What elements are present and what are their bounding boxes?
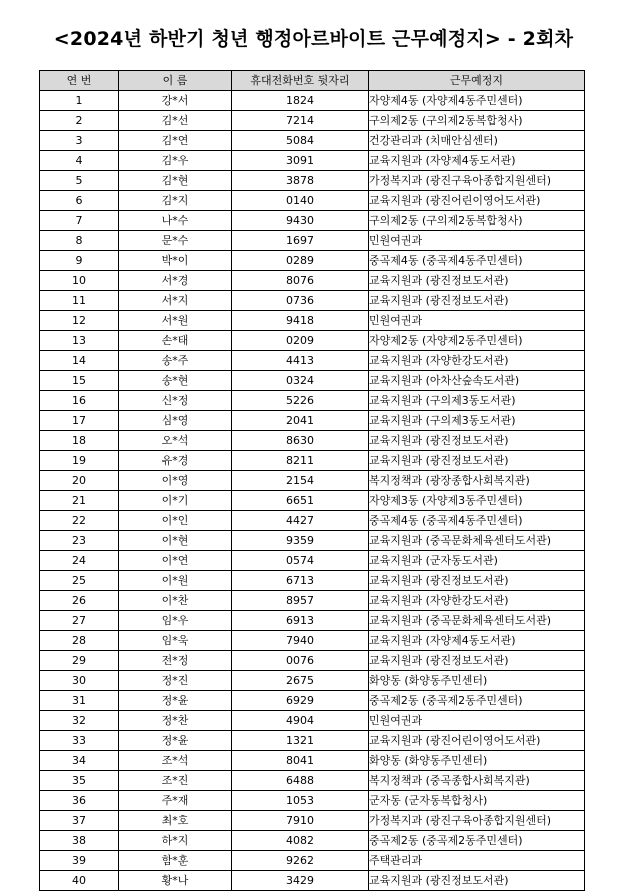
cell-serial-number: 11: [40, 291, 119, 311]
cell-phone-last-digits: 0289: [232, 251, 369, 271]
cell-serial-number: 35: [40, 771, 119, 791]
cell-name: 김*선: [119, 111, 232, 131]
cell-name: 정*찬: [119, 711, 232, 731]
cell-serial-number: 19: [40, 451, 119, 471]
cell-phone-last-digits: 6929: [232, 691, 369, 711]
cell-work-location: 구의제2동 (구의제2동복합청사): [369, 111, 585, 131]
header-phone-last-digits: 휴대전화번호 뒷자리: [232, 71, 369, 91]
cell-phone-last-digits: 8076: [232, 271, 369, 291]
table-row: [40, 691, 585, 711]
cell-name: 전*정: [119, 651, 232, 671]
cell-work-location: 교육지원과 (중곡문화체육센터도서관): [369, 531, 585, 551]
cell-serial-number: 13: [40, 331, 119, 351]
cell-work-location: 교육지원과 (광진정보도서관): [369, 291, 585, 311]
cell-name: 나*수: [119, 211, 232, 231]
cell-phone-last-digits: 4413: [232, 351, 369, 371]
table-row: [40, 531, 585, 551]
cell-phone-last-digits: 6488: [232, 771, 369, 791]
cell-serial-number: 17: [40, 411, 119, 431]
cell-phone-last-digits: 8211: [232, 451, 369, 471]
cell-phone-last-digits: 0324: [232, 371, 369, 391]
cell-phone-last-digits: 2675: [232, 671, 369, 691]
cell-work-location: 자양제2동 (자양제2동주민센터): [369, 331, 585, 351]
table-row: [40, 411, 585, 431]
cell-work-location: 교육지원과 (광진어린이영어도서관): [369, 191, 585, 211]
cell-work-location: 교육지원과 (광진정보도서관): [369, 651, 585, 671]
cell-serial-number: 39: [40, 851, 119, 871]
header-work-location: 근무예정지: [369, 71, 585, 91]
table-row: [40, 111, 585, 131]
cell-work-location: 중곡제2동 (중곡제2동주민센터): [369, 691, 585, 711]
cell-work-location: 가정복지과 (광진구육아종합지원센터): [369, 811, 585, 831]
cell-serial-number: 3: [40, 131, 119, 151]
cell-name: 이*원: [119, 571, 232, 591]
cell-name: 김*연: [119, 131, 232, 151]
cell-work-location: 교육지원과 (구의제3동도서관): [369, 411, 585, 431]
cell-serial-number: 31: [40, 691, 119, 711]
cell-phone-last-digits: 7214: [232, 111, 369, 131]
table-row: [40, 611, 585, 631]
cell-phone-last-digits: 6913: [232, 611, 369, 631]
cell-name: 김*현: [119, 171, 232, 191]
cell-serial-number: 23: [40, 531, 119, 551]
cell-serial-number: 37: [40, 811, 119, 831]
cell-serial-number: 6: [40, 191, 119, 211]
cell-work-location: 가정복지과 (광진구육아종합지원센터): [369, 171, 585, 191]
table-row: [40, 431, 585, 451]
table-row: [40, 771, 585, 791]
table-row: [40, 231, 585, 251]
cell-work-location: 자양제4동 (자양제4동주민센터): [369, 91, 585, 111]
cell-phone-last-digits: 5084: [232, 131, 369, 151]
cell-work-location: 복지정책과 (중곡종합사회복지관): [369, 771, 585, 791]
cell-name: 이*찬: [119, 591, 232, 611]
cell-phone-last-digits: 2041: [232, 411, 369, 431]
cell-name: 하*지: [119, 831, 232, 851]
cell-name: 심*영: [119, 411, 232, 431]
cell-phone-last-digits: 9430: [232, 211, 369, 231]
cell-name: 손*태: [119, 331, 232, 351]
table-row: [40, 591, 585, 611]
cell-name: 이*기: [119, 491, 232, 511]
cell-phone-last-digits: 3091: [232, 151, 369, 171]
cell-phone-last-digits: 9418: [232, 311, 369, 331]
cell-serial-number: 38: [40, 831, 119, 851]
table-row: [40, 371, 585, 391]
cell-serial-number: 34: [40, 751, 119, 771]
cell-name: 오*석: [119, 431, 232, 451]
table-row: [40, 711, 585, 731]
table-body: [40, 91, 585, 891]
cell-name: 이*현: [119, 531, 232, 551]
cell-serial-number: 5: [40, 171, 119, 191]
table-row: [40, 851, 585, 871]
cell-serial-number: 7: [40, 211, 119, 231]
cell-name: 서*경: [119, 271, 232, 291]
cell-work-location: 교육지원과 (광진정보도서관): [369, 271, 585, 291]
table-row: [40, 511, 585, 531]
cell-work-location: 교육지원과 (자양한강도서관): [369, 591, 585, 611]
table-row: [40, 271, 585, 291]
table-header: [40, 71, 585, 91]
cell-name: 이*인: [119, 511, 232, 531]
table-row: [40, 671, 585, 691]
table-row: [40, 571, 585, 591]
cell-serial-number: 40: [40, 871, 119, 891]
cell-serial-number: 29: [40, 651, 119, 671]
table-row: [40, 391, 585, 411]
cell-serial-number: 15: [40, 371, 119, 391]
cell-phone-last-digits: 0140: [232, 191, 369, 211]
table-row: [40, 251, 585, 271]
cell-serial-number: 30: [40, 671, 119, 691]
cell-name: 서*원: [119, 311, 232, 331]
table-row: [40, 731, 585, 751]
cell-phone-last-digits: 3429: [232, 871, 369, 891]
cell-phone-last-digits: 0209: [232, 331, 369, 351]
cell-serial-number: 27: [40, 611, 119, 631]
table-row: [40, 191, 585, 211]
cell-work-location: 교육지원과 (중곡문화체육센터도서관): [369, 611, 585, 631]
cell-name: 조*진: [119, 771, 232, 791]
cell-work-location: 민원여권과: [369, 711, 585, 731]
cell-serial-number: 12: [40, 311, 119, 331]
cell-serial-number: 21: [40, 491, 119, 511]
cell-serial-number: 2: [40, 111, 119, 131]
work-assignment-table: [39, 70, 585, 891]
table-row: [40, 171, 585, 191]
cell-phone-last-digits: 1321: [232, 731, 369, 751]
table-row: [40, 331, 585, 351]
cell-phone-last-digits: 8630: [232, 431, 369, 451]
table-row: [40, 451, 585, 471]
cell-serial-number: 18: [40, 431, 119, 451]
cell-work-location: 교육지원과 (아차산숲속도서관): [369, 371, 585, 391]
cell-phone-last-digits: 6651: [232, 491, 369, 511]
header-name: 이 름: [119, 71, 232, 91]
cell-phone-last-digits: 5226: [232, 391, 369, 411]
header-row: [40, 71, 585, 91]
table-row: [40, 651, 585, 671]
cell-work-location: 중곡제4동 (중곡제4동주민센터): [369, 251, 585, 271]
cell-phone-last-digits: 9359: [232, 531, 369, 551]
cell-phone-last-digits: 8957: [232, 591, 369, 611]
table-row: [40, 791, 585, 811]
cell-work-location: 교육지원과 (군자동도서관): [369, 551, 585, 571]
cell-phone-last-digits: 1053: [232, 791, 369, 811]
cell-name: 주*재: [119, 791, 232, 811]
cell-phone-last-digits: 4082: [232, 831, 369, 851]
cell-work-location: 교육지원과 (구의제3동도서관): [369, 391, 585, 411]
cell-phone-last-digits: 1697: [232, 231, 369, 251]
cell-serial-number: 25: [40, 571, 119, 591]
cell-work-location: 건강관리과 (치매안심센터): [369, 131, 585, 151]
cell-serial-number: 16: [40, 391, 119, 411]
cell-name: 송*주: [119, 351, 232, 371]
cell-name: 유*경: [119, 451, 232, 471]
table-row: [40, 871, 585, 891]
table-row: [40, 811, 585, 831]
cell-phone-last-digits: 4904: [232, 711, 369, 731]
cell-name: 최*호: [119, 811, 232, 831]
cell-name: 김*지: [119, 191, 232, 211]
cell-name: 서*지: [119, 291, 232, 311]
cell-phone-last-digits: 8041: [232, 751, 369, 771]
cell-name: 임*욱: [119, 631, 232, 651]
cell-name: 황*나: [119, 871, 232, 891]
cell-serial-number: 26: [40, 591, 119, 611]
table-row: [40, 551, 585, 571]
cell-phone-last-digits: 6713: [232, 571, 369, 591]
cell-serial-number: 32: [40, 711, 119, 731]
cell-work-location: 교육지원과 (자양제4동도서관): [369, 631, 585, 651]
cell-work-location: 교육지원과 (광진정보도서관): [369, 451, 585, 471]
table-row: [40, 291, 585, 311]
cell-name: 신*정: [119, 391, 232, 411]
cell-work-location: 복지정책과 (광장종합사회복지관): [369, 471, 585, 491]
cell-phone-last-digits: 0574: [232, 551, 369, 571]
cell-serial-number: 14: [40, 351, 119, 371]
table-row: [40, 91, 585, 111]
cell-work-location: 교육지원과 (광진정보도서관): [369, 871, 585, 891]
cell-serial-number: 20: [40, 471, 119, 491]
table-row: [40, 211, 585, 231]
cell-name: 문*수: [119, 231, 232, 251]
cell-work-location: 중곡제2동 (중곡제2동주민센터): [369, 831, 585, 851]
cell-work-location: 교육지원과 (광진정보도서관): [369, 431, 585, 451]
cell-phone-last-digits: 0736: [232, 291, 369, 311]
cell-serial-number: 10: [40, 271, 119, 291]
cell-work-location: 주택관리과: [369, 851, 585, 871]
cell-serial-number: 9: [40, 251, 119, 271]
cell-work-location: 교육지원과 (광진어린이영어도서관): [369, 731, 585, 751]
cell-work-location: 군자동 (군자동복합청사): [369, 791, 585, 811]
cell-work-location: 화양동 (화양동주민센터): [369, 671, 585, 691]
cell-phone-last-digits: 9262: [232, 851, 369, 871]
table-row: [40, 631, 585, 651]
cell-name: 이*영: [119, 471, 232, 491]
cell-phone-last-digits: 2154: [232, 471, 369, 491]
cell-serial-number: 33: [40, 731, 119, 751]
cell-serial-number: 36: [40, 791, 119, 811]
page-title: <2024년 하반기 청년 행정아르바이트 근무예정지> - 2회차: [53, 28, 574, 50]
header-serial-number: 연 번: [40, 71, 119, 91]
cell-phone-last-digits: 1824: [232, 91, 369, 111]
cell-name: 조*석: [119, 751, 232, 771]
table-row: [40, 831, 585, 851]
cell-serial-number: 8: [40, 231, 119, 251]
cell-name: 김*우: [119, 151, 232, 171]
cell-work-location: 자양제3동 (자양제3동주민센터): [369, 491, 585, 511]
cell-name: 임*우: [119, 611, 232, 631]
table-row: [40, 351, 585, 371]
cell-name: 이*연: [119, 551, 232, 571]
cell-name: 송*현: [119, 371, 232, 391]
cell-work-location: 교육지원과 (자양한강도서관): [369, 351, 585, 371]
table-row: [40, 751, 585, 771]
cell-work-location: 민원여권과: [369, 311, 585, 331]
table-row: [40, 311, 585, 331]
table-row: [40, 471, 585, 491]
cell-phone-last-digits: 4427: [232, 511, 369, 531]
cell-serial-number: 4: [40, 151, 119, 171]
cell-name: 정*윤: [119, 691, 232, 711]
cell-name: 함*훈: [119, 851, 232, 871]
cell-name: 강*서: [119, 91, 232, 111]
cell-serial-number: 24: [40, 551, 119, 571]
cell-phone-last-digits: 7940: [232, 631, 369, 651]
cell-work-location: 민원여권과: [369, 231, 585, 251]
cell-serial-number: 28: [40, 631, 119, 651]
cell-work-location: 중곡제4동 (중곡제4동주민센터): [369, 511, 585, 531]
cell-name: 정*윤: [119, 731, 232, 751]
cell-work-location: 구의제2동 (구의제2동복합청사): [369, 211, 585, 231]
table-row: [40, 491, 585, 511]
cell-phone-last-digits: 3878: [232, 171, 369, 191]
cell-phone-last-digits: 7910: [232, 811, 369, 831]
cell-work-location: 화양동 (화양동주민센터): [369, 751, 585, 771]
cell-work-location: 교육지원과 (광진정보도서관): [369, 571, 585, 591]
cell-serial-number: 22: [40, 511, 119, 531]
cell-phone-last-digits: 0076: [232, 651, 369, 671]
cell-serial-number: 1: [40, 91, 119, 111]
cell-name: 박*이: [119, 251, 232, 271]
table-row: [40, 151, 585, 171]
cell-name: 정*진: [119, 671, 232, 691]
cell-work-location: 교육지원과 (자양제4동도서관): [369, 151, 585, 171]
table-row: [40, 131, 585, 151]
